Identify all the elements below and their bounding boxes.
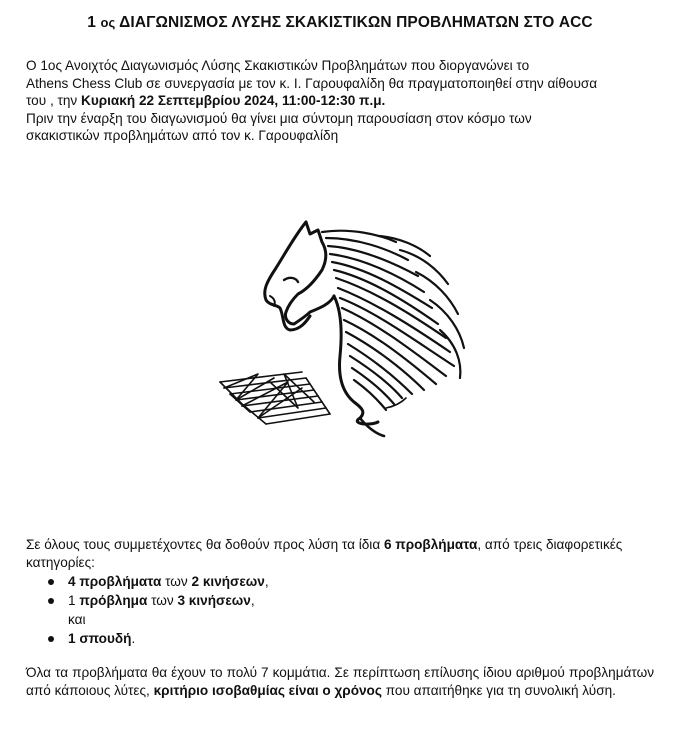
knight-base bbox=[360, 418, 384, 436]
problem-count: 6 προβλήματα bbox=[383, 537, 478, 552]
rules-text-end: που απαιτήθηκε για τη συνολική λύση. bbox=[381, 683, 616, 698]
cat1-type: 2 κινήσεων bbox=[191, 574, 265, 589]
cat3-punct: . bbox=[131, 631, 136, 646]
rules-paragraph bbox=[26, 664, 654, 700]
categories-intro bbox=[26, 536, 654, 572]
title-ordinal: ος bbox=[100, 15, 116, 30]
cat1-text: των bbox=[161, 574, 192, 589]
intro-line-4: Πριν την έναρξη του διαγωνισμού θα γίνει μια σύντομη παρουσίαση στον κόσμο των bbox=[26, 110, 532, 126]
and-text: και bbox=[68, 612, 86, 627]
event-date-time: Κυριακή 22 Σεπτεμβρίου 2024, 11:00-12:30 π.μ. bbox=[81, 93, 386, 108]
list-item bbox=[40, 591, 269, 610]
cat1-count: 4 προβλήματα bbox=[68, 574, 162, 589]
bullet-icon bbox=[48, 636, 54, 642]
category-list bbox=[40, 572, 269, 648]
intro-line-3-text: του , την bbox=[26, 93, 82, 108]
cat1-punct: , bbox=[264, 574, 269, 589]
knight-face bbox=[265, 222, 310, 330]
cat2-count: 1 bbox=[68, 593, 80, 608]
list-item bbox=[40, 629, 269, 648]
intro-paragraph bbox=[26, 57, 666, 145]
cat2-type: 3 κινήσεων bbox=[177, 593, 251, 608]
categories-intro-text: Σε όλους τους συμμετέχοντες θα δοθούν προς λύση τα ίδια bbox=[26, 537, 384, 552]
list-item bbox=[40, 610, 269, 629]
cat3-study: 1 σπουδή bbox=[68, 631, 132, 646]
intro-line-1: Ο 1ος Ανοιχτός Διαγωνισμός Λύσης Σκακιστικών Προβλημάτων που διοργανώνει το bbox=[26, 58, 530, 73]
cat2-text: των bbox=[147, 593, 178, 608]
title-text: ΔΙΑΓΩΝΙΣΜΟΣ ΛΥΣΗΣ ΣΚΑΚΙΣΤΙΚΩΝ ΠΡΟΒΛΗΜΑΤΩΝ ΣΤΟ ACC bbox=[115, 14, 593, 31]
cat2-punct: , bbox=[250, 593, 255, 608]
intro-line-5: σκακιστικών προβλημάτων από τον κ. Γαρουφαλίδη bbox=[26, 128, 339, 143]
cat2-noun: πρόβλημα bbox=[79, 593, 148, 608]
list-item bbox=[40, 572, 269, 591]
tiebreak-criterion: κριτήριο ισοβαθμίας είναι ο χρόνος bbox=[153, 683, 382, 698]
categories-intro-text-end: , από τρεις διαφορετικές κατηγορίες: bbox=[26, 537, 623, 570]
bullet-icon bbox=[48, 598, 54, 604]
bullet-icon bbox=[48, 579, 54, 585]
intro-line-3 bbox=[26, 92, 666, 110]
title-number: 1 bbox=[87, 14, 101, 31]
chess-knight-icon bbox=[210, 212, 470, 457]
rules-text: Όλα τα προβλήματα θα έχουν το πολύ 7 κομμάτια. Σε περίπτωση επίλυσης ίδιου αριθμού προβλημάτων από κάποιους λύτες, bbox=[26, 665, 654, 698]
intro-line-2: Athens Chess Club σε συνεργασία με τον κ. Ι. Γαρουφαλίδη θα πραγματοποιηθεί στην αίθουσα bbox=[26, 75, 598, 91]
knight-shading bbox=[220, 372, 330, 424]
page-title bbox=[0, 14, 680, 32]
